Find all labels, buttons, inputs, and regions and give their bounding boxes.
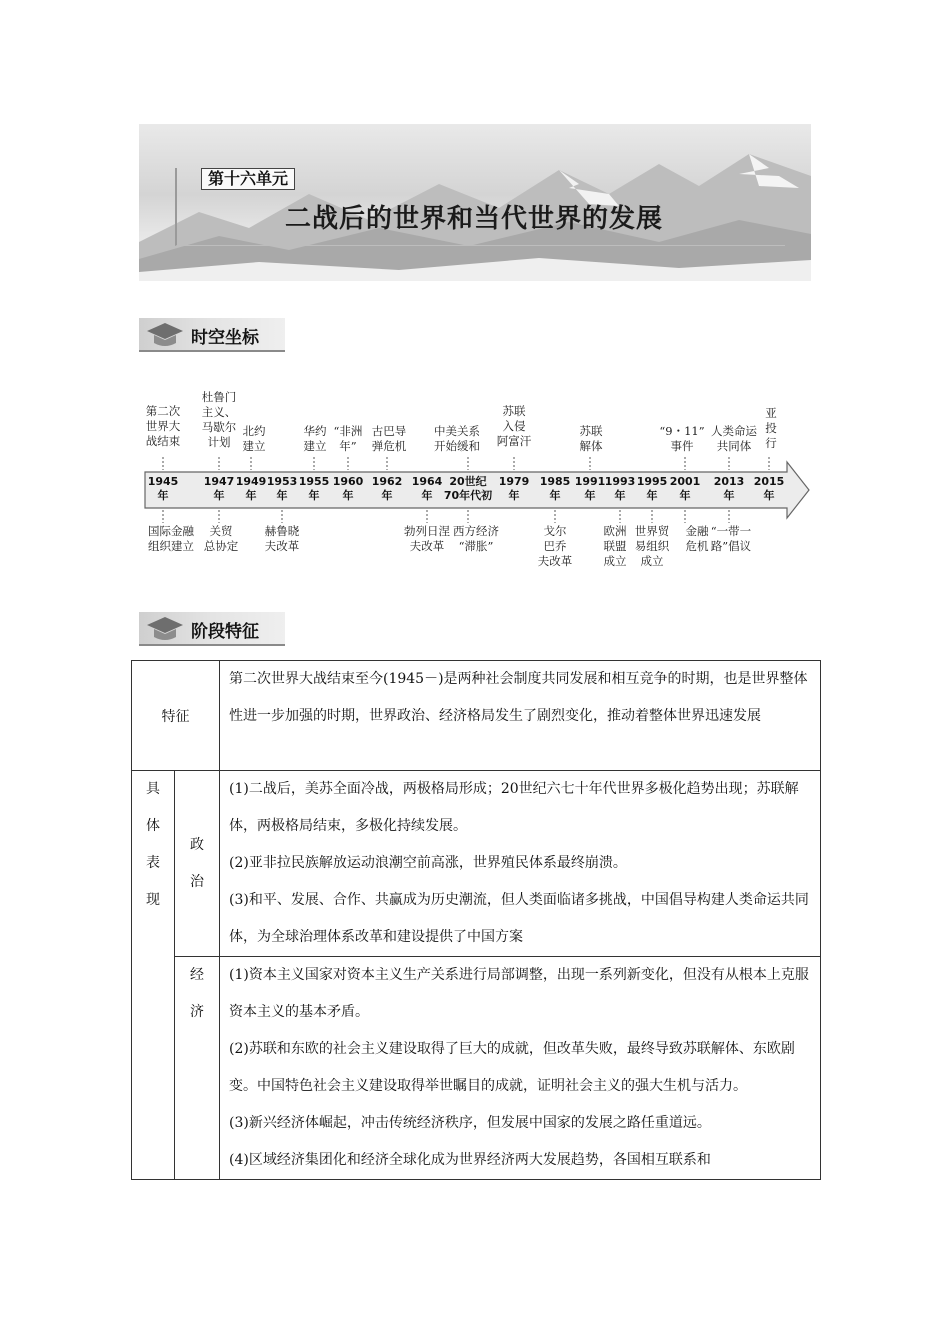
politics-item: (2)亚非拉民族解放运动浪潮空前高涨，世界殖民体系最终崩溃。 bbox=[229, 855, 627, 871]
timeline-event-below: 金融危机 bbox=[685, 524, 709, 553]
timeline-event-below: “一带一路”倡议 bbox=[710, 524, 752, 553]
economy-item: (3)新兴经济体崛起，冲击传统经济秩序，但发展中国家的发展之路任重道远。 bbox=[229, 1115, 711, 1131]
timeline-year: 1955 年 bbox=[298, 475, 330, 502]
timeline-event-above: 中美关系开始缓和 bbox=[434, 424, 480, 453]
performance-label-char: 现 bbox=[146, 892, 160, 908]
features-table bbox=[131, 660, 821, 1180]
timeline-year: 2013 年 bbox=[713, 475, 745, 502]
economy-label-char: 经 bbox=[190, 967, 204, 983]
timeline-year: 2001 年 bbox=[669, 475, 701, 502]
feature-label: 特征 bbox=[161, 708, 190, 725]
timeline-event-below: 勃列日涅夫改革 bbox=[404, 524, 450, 553]
timeline-event-above: 第二次世界大战结束 bbox=[145, 404, 181, 448]
economy-content-cell bbox=[220, 957, 821, 1180]
economy-item: (2)苏联和东欧的社会主义建设取得了巨大的成就，但改革失败，最终导致苏联解体、东欧剧变。中国特色社会主义建设取得举世瞩目的成就，证明社会主义的强大生机与活力。 bbox=[229, 1041, 795, 1094]
timeline-year: 1962 年 bbox=[371, 475, 403, 502]
timeline-year: 20世纪 70年代初 bbox=[443, 475, 493, 502]
politics-item: (1)二战后，美苏全面冷战，两极格局形成；20世纪六七十年代世界多极化趋势出现；苏联解体，两极格局结束，多极化持续发展。 bbox=[229, 781, 799, 834]
timeline-event-below: 欧洲联盟成立 bbox=[603, 524, 627, 568]
timeline-chart bbox=[139, 385, 819, 580]
performance-label-char: 具 bbox=[146, 781, 160, 797]
timeline-event-below: 国际金融组织建立 bbox=[148, 524, 194, 553]
timeline-event-above: “非洲年” bbox=[333, 424, 363, 453]
timeline-year: 2015 年 bbox=[753, 475, 785, 502]
timeline-event-above: 杜鲁门主义、马歇尔计划 bbox=[201, 390, 237, 449]
table-row bbox=[132, 957, 821, 1180]
timeline-event-below: 戈尔巴乔夫改革 bbox=[537, 524, 573, 568]
feature-label-cell bbox=[132, 661, 220, 771]
timeline-event-below: 世界贸易组织成立 bbox=[634, 524, 670, 568]
timeline-event-above: 苏联解体 bbox=[579, 424, 603, 453]
economy-label-char: 济 bbox=[190, 1004, 204, 1020]
timeline-event-below: 西方经济“滞胀” bbox=[453, 524, 499, 553]
performance-label-char: 体 bbox=[146, 818, 160, 834]
feature-text: 第二次世界大战结束至今(1945－)是两种社会制度共同发展和相互竞争的时期，也是世界整体性进一步加强的时期，世界政治、经济格局发生了剧烈变化，推动着整体世界迅速发展 bbox=[229, 671, 808, 724]
economy-label-cell bbox=[175, 957, 220, 1180]
timeline-event-above: 苏联入侵阿富汗 bbox=[496, 404, 532, 448]
timeline-year: 1993 年 bbox=[604, 475, 636, 502]
table-row bbox=[132, 771, 821, 957]
timeline-event-above: 亚投行 bbox=[765, 406, 777, 450]
timeline-year: 1991 年 bbox=[574, 475, 606, 502]
section-title: 时空坐标 bbox=[191, 328, 259, 348]
timeline-year: 1964 年 bbox=[411, 475, 443, 502]
timeline-event-above: “9・11”事件 bbox=[659, 424, 705, 453]
section-header-features bbox=[139, 612, 285, 646]
timeline-year: 1979 年 bbox=[498, 475, 530, 502]
unit-title: 二战后的世界和当代世界的发展 bbox=[285, 204, 664, 234]
timeline-event-above: 华约建立 bbox=[303, 424, 327, 453]
performance-label-char: 表 bbox=[146, 855, 160, 871]
politics-item: (3)和平、发展、合作、共赢成为历史潮流，但人类面临诸多挑战，中国倡导构建人类命运共同体，为全球治理体系改革和建设提供了中国方案 bbox=[229, 892, 809, 945]
economy-item: (4)区域经济集团化和经济全球化成为世界经济两大发展趋势，各国相互联系和 bbox=[229, 1152, 711, 1168]
timeline bbox=[139, 385, 819, 580]
timeline-year: 1995 年 bbox=[636, 475, 668, 502]
politics-content-cell bbox=[220, 771, 821, 957]
section-header-timeline bbox=[139, 318, 285, 352]
timeline-year: 1949 年 bbox=[235, 475, 267, 502]
table-row bbox=[132, 661, 821, 771]
timeline-event-below: 赫鲁晓夫改革 bbox=[264, 524, 300, 553]
graduation-cap-icon bbox=[145, 614, 185, 644]
timeline-event-below: 关贸总协定 bbox=[203, 524, 239, 553]
politics-label-cell bbox=[175, 771, 220, 957]
economy-item: (1)资本主义国家对资本主义生产关系进行局部调整，出现一系列新变化，但没有从根本上克服资本主义的基本矛盾。 bbox=[229, 967, 809, 1020]
timeline-event-above: 北约建立 bbox=[242, 424, 266, 453]
timeline-year: 1953 年 bbox=[266, 475, 298, 502]
section-title: 阶段特征 bbox=[191, 622, 259, 642]
timeline-year: 1985 年 bbox=[539, 475, 571, 502]
timeline-event-above: 人类命运共同体 bbox=[711, 424, 757, 453]
unit-label: 第十六单元 bbox=[201, 168, 295, 190]
feature-text-cell bbox=[220, 661, 821, 771]
unit-banner bbox=[139, 124, 811, 281]
timeline-year: 1947 年 bbox=[203, 475, 235, 502]
timeline-year: 1945 年 bbox=[147, 475, 179, 502]
performance-label-cell bbox=[132, 771, 175, 1180]
timeline-event-above: 古巴导弹危机 bbox=[371, 424, 407, 453]
timeline-year: 1960 年 bbox=[332, 475, 364, 502]
politics-label-char: 政 bbox=[190, 836, 204, 853]
politics-label-char: 治 bbox=[190, 873, 204, 890]
graduation-cap-icon bbox=[145, 320, 185, 350]
